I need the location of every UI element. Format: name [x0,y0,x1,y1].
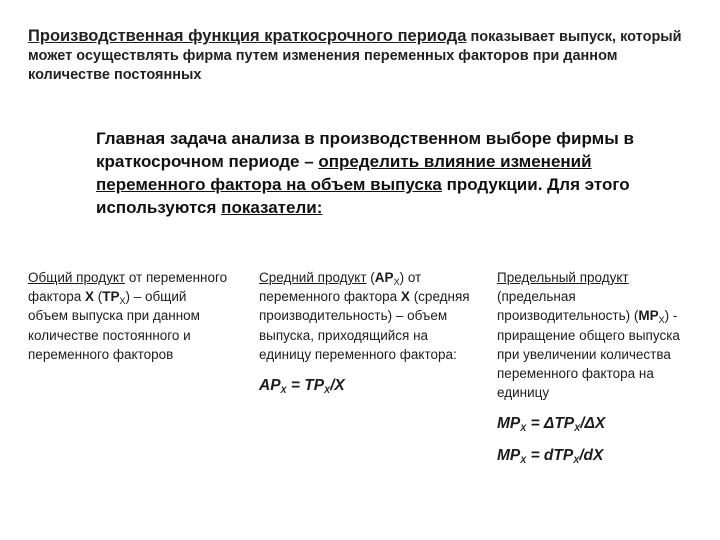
formula-mp1-end: /ΔX [580,415,606,433]
main-text-indicators: показатели: [221,198,323,217]
intro-text: показывает выпуск, который может осуществлять фирма путем изменения переменных факторов при данном количестве постоянных [28,29,682,83]
average-product-sub: X [393,277,400,287]
formula-mp2-eq: = dTP [526,447,574,465]
average-product-title: Средний продукт [259,270,367,285]
formula-mp2-sub: X [520,455,527,466]
formula-ap-end: /X [330,377,345,395]
total-product-title: Общий продукт [28,270,126,285]
total-product-abbr: TP [102,289,120,305]
formula-mp1-sub: X [520,423,527,434]
marginal-product-abbr: MP [638,308,659,324]
average-product-formula [259,376,479,396]
formula-ap-tp-sub: X [324,385,331,396]
formula-mp1: MP [497,415,521,433]
main-text-1: Главная задача анализа в производственном выборе фирмы в краткосрочном периоде – [96,129,634,171]
average-product-abbr: AP [374,270,394,285]
formula-ap-eq: = TP [286,377,325,395]
total-product-var: Х [84,289,94,305]
total-product-sub: X [119,296,126,307]
marginal-product-formula-delta [497,414,697,434]
main-text-2: продукции. Для этого используются [96,175,630,217]
intro-paragraph [28,27,696,85]
marginal-product-formula-derivative [497,446,697,466]
marginal-product-text-1: (предельная производительность) ( [497,289,639,324]
average-product-var: Х [400,289,410,305]
main-statement [96,127,636,219]
formula-mp2-end: /dX [579,447,604,465]
total-product-text-1: от переменного фактора [28,270,228,305]
average-product-text-1: ( [366,270,375,285]
total-product-text-2: ( [94,289,103,305]
marginal-product-title: Предельный продукт [497,270,629,285]
marginal-product-text-2: ) - приращение общего выпуска при увеличении количества переменного фактора на единицу [497,308,680,401]
formula-mp1-tp-sub: X [574,423,581,434]
formula-ap: AP [259,377,281,395]
intro-heading: Производственная функция краткосрочного периода [28,27,467,45]
formula-mp2: MP [497,447,521,465]
total-product-column [28,268,228,364]
marginal-product-column [497,268,697,466]
formula-mp1-eq: = ΔTP [526,415,575,433]
marginal-product-description [497,268,697,402]
marginal-product-sub: X [658,315,665,326]
total-product-text-3: ) – общий объем выпуска при данном количестве постоянного и переменного факторов [28,289,200,362]
formula-ap-sub: X [280,385,287,396]
average-product-column [259,268,479,396]
formula-mp2-tp-sub: X [573,455,580,466]
average-product-description [259,268,479,364]
average-product-text-3: (средняя производительность) – объем выпуска, приходящийся на единицу переменного фактора: [259,289,470,362]
average-product-text-2: ) от переменного фактора [259,270,422,305]
main-text-underlined: определить влияние изменений переменного фактора на объем выпуска [96,152,592,194]
